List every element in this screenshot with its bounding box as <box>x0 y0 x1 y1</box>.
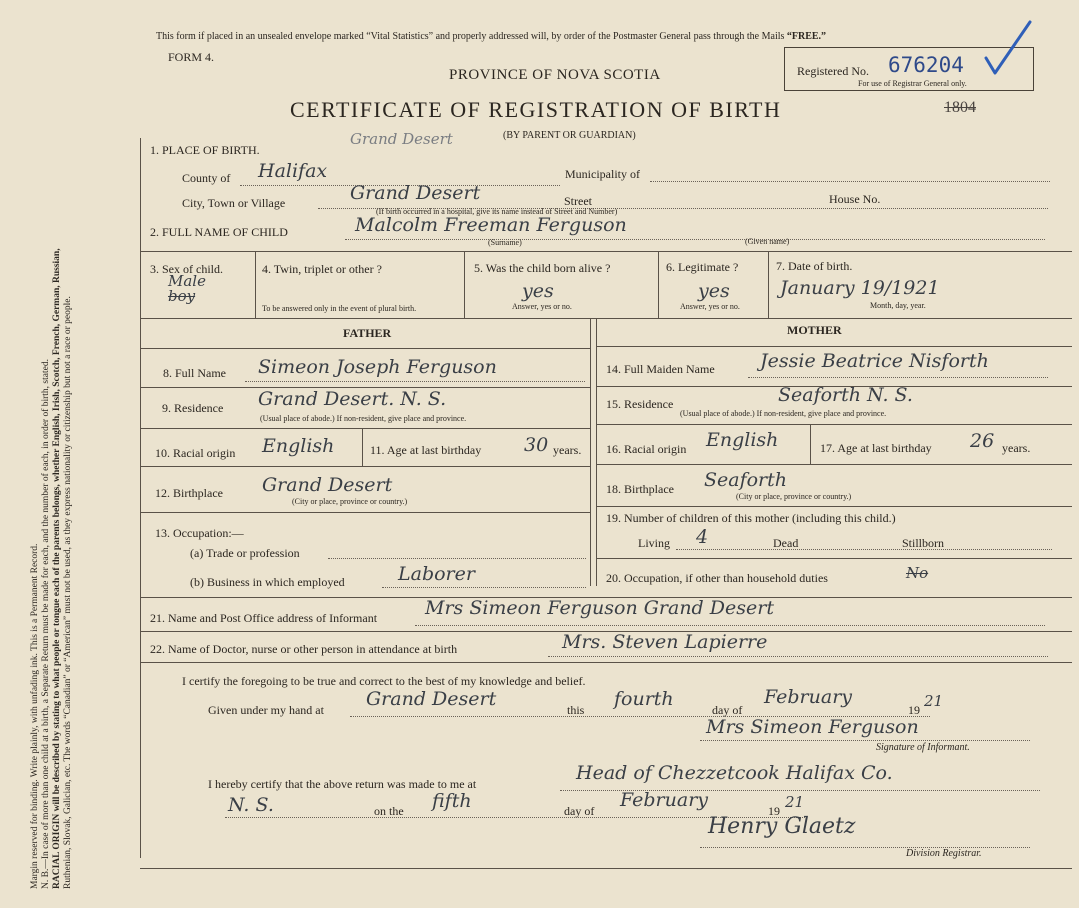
mother-living-value: 4 <box>696 526 709 548</box>
doctor-value: Mrs. Steven Lapierre <box>562 631 768 653</box>
father-res-value: Grand Desert. N. S. <box>258 388 447 410</box>
father-trade-line <box>328 558 586 559</box>
row3-div-3 <box>658 251 659 318</box>
father-res-label: 9. Residence <box>162 401 224 415</box>
form-number: FORM 4. <box>168 50 215 64</box>
house-label: House No. <box>829 192 881 206</box>
registrar-on-the-label: on the <box>374 804 404 818</box>
father-heading: FATHER <box>343 326 392 340</box>
mother-racial-label: 16. Racial origin <box>606 442 687 456</box>
mother-children-label: 19. Number of children of this mother (including this child.) <box>606 511 896 525</box>
margin-line-2: N. B.—In case of more than one child at a birth, a Separate Return must be made for each, and the number of each, in order of birth, stated. <box>41 359 51 889</box>
place-label: 1. PLACE OF BIRTH. <box>150 143 260 157</box>
mother-birthplace-value: Seaforth <box>704 469 788 491</box>
mother-res-label: 15. Residence <box>606 397 674 411</box>
informant-label: 21. Name and Post Office address of Informant <box>150 611 378 625</box>
hospital-note: (If birth occurred in a hospital, give its name instead of Street and Number) <box>376 207 618 216</box>
mother-name-line <box>748 377 1048 378</box>
sex-value: Male <box>168 272 206 290</box>
mother-birthplace-label: 18. Birthplace <box>606 482 674 496</box>
father-head-rule <box>140 348 590 349</box>
given-this-label: this <box>567 703 585 717</box>
free-label: “FREE.” <box>786 31 827 42</box>
mother-racial-value: English <box>706 429 779 451</box>
mother-name-value: Jessie Beatrice Nisforth <box>760 350 989 372</box>
registered-label: Registered No. <box>797 64 869 78</box>
given-label: (Given name) <box>745 237 790 246</box>
place-value: Grand Desert <box>350 130 453 148</box>
father-row-rule-3 <box>140 466 590 467</box>
father-name-label: 8. Full Name <box>163 366 226 380</box>
mother-occupation-value: No <box>906 564 929 582</box>
father-trade-label: (a) Trade or profession <box>190 546 300 560</box>
father-name-line <box>245 381 585 382</box>
mother-row-rule-4 <box>596 506 1072 507</box>
municipality-label: Municipality of <box>565 167 640 181</box>
given-day-of-label: day of <box>712 703 743 717</box>
father-birthplace-note: (City or place, province or country.) <box>292 497 408 506</box>
registered-number: 676204 <box>888 53 964 77</box>
father-racial-value: English <box>262 435 335 457</box>
registrar-month-value: February <box>620 789 709 811</box>
mother-occupation-label: 20. Occupation, if other than household duties <box>606 571 828 585</box>
mother-head-rule <box>596 346 1072 347</box>
registrar-use-note: For use of Registrar General only. <box>858 79 967 88</box>
father-res-note: (Usual place of abode.) If non-resident, give place and province. <box>260 414 467 423</box>
registrar-year-prefix: 19 <box>768 804 780 818</box>
informant-signature-line <box>700 740 1030 741</box>
father-name-value: Simeon Joseph Ferguson <box>258 356 497 378</box>
father-row-rule-4 <box>140 512 590 513</box>
certify-statement: I certify the foregoing to be true and correct to the best of my knowledge and belief. <box>182 674 586 688</box>
frame-left <box>140 138 141 858</box>
child-name-label: 2. FULL NAME OF CHILD <box>150 225 288 239</box>
mother-children-line <box>676 549 1052 550</box>
mother-age-divider <box>810 424 811 464</box>
margin-notes <box>30 29 74 889</box>
father-birthplace-value: Grand Desert <box>262 474 393 496</box>
given-year-prefix: 19 <box>908 703 920 717</box>
father-age-value: 30 <box>524 434 549 456</box>
registrar-certify-label: I hereby certify that the above return was made to me at <box>208 777 477 791</box>
doctor-label: 22. Name of Doctor, nurse or other person in attendance at birth <box>150 642 458 656</box>
surname-label: (Surname) <box>488 238 522 247</box>
mother-dead-label: Dead <box>773 536 799 550</box>
twin-note: To be answered only in the event of plural birth. <box>262 304 417 313</box>
registrar-signature-label: Division Registrar. <box>906 848 982 859</box>
county-label: County of <box>182 171 231 185</box>
father-occupation-label: 13. Occupation:— <box>155 526 244 540</box>
mother-years: years. <box>1002 441 1031 455</box>
father-birthplace-label: 12. Birthplace <box>155 486 223 500</box>
mother-row-rule-5 <box>596 558 1072 559</box>
city-label: City, Town or Village <box>182 196 286 210</box>
child-name-value: Malcolm Freeman Ferguson <box>355 214 627 236</box>
city-value: Grand Desert <box>350 182 481 204</box>
street-label: Street <box>564 194 592 208</box>
mother-res-note: (Usual place of abode.) If non-resident, give place and province. <box>680 409 887 418</box>
certificate-title: CERTIFICATE OF REGISTRATION OF BIRTH <box>290 97 782 122</box>
given-month-value: February <box>764 686 853 708</box>
father-age-divider <box>362 428 363 466</box>
sex-label: 3. Sex of child. <box>150 262 223 276</box>
parents-divider-2 <box>596 318 597 586</box>
informant-value: Mrs Simeon Ferguson Grand Desert <box>425 597 774 619</box>
informant-line <box>415 625 1045 626</box>
father-business-label: (b) Business in which employed <box>190 575 345 589</box>
county-value: Halifax <box>258 160 328 182</box>
mother-heading: MOTHER <box>787 323 842 337</box>
row3-div-2 <box>464 251 465 318</box>
father-business-line <box>382 587 586 588</box>
father-years: years. <box>553 443 582 457</box>
row3-div-1 <box>255 251 256 318</box>
registrar-day-of-label: day of <box>564 804 595 818</box>
margin-line-4: Ruthenian, Slovak, Galician, etc. The words “Canadian” or “American” must not be used, as they express nationality or citizenship but not a race or people. <box>63 296 73 889</box>
father-racial-label: 10. Racial origin <box>155 446 236 460</box>
dob-label: 7. Date of birth. <box>776 259 853 273</box>
registrar-place2-value: N. S. <box>228 794 274 816</box>
frame-bottom <box>140 868 1072 869</box>
father-business-value: Laborer <box>398 563 475 585</box>
given-under-label: Given under my hand at <box>208 703 324 717</box>
mother-age-label: 17. Age at last birthday <box>820 441 932 455</box>
province-title: PROVINCE OF NOVA SCOTIA <box>449 67 661 83</box>
father-row-rule-2 <box>140 428 590 429</box>
certificate-subtitle: (BY PARENT OR GUARDIAN) <box>503 130 636 141</box>
dob-note: Month, day, year. <box>870 301 926 310</box>
mother-row-rule-3 <box>596 464 1072 465</box>
informant-signature: Mrs Simeon Ferguson <box>706 716 919 738</box>
checkmark-icon <box>980 18 1036 78</box>
row3-top-rule <box>140 251 1072 252</box>
alive-label: 5. Was the child born alive ? <box>474 261 611 275</box>
mother-name-label: 14. Full Maiden Name <box>606 362 715 376</box>
child-name-line <box>345 239 1045 240</box>
margin-line-1: Margin reserved for binding. Write plainly, with unfading ink. This is a Permanent Record. <box>30 543 40 889</box>
row3-div-4 <box>768 251 769 318</box>
registrar-signature: Henry Glaetz <box>708 814 856 839</box>
given-day-value: fourth <box>614 688 674 710</box>
registrar-year-value: 21 <box>785 793 805 811</box>
doctor-bottom-rule <box>140 662 1072 663</box>
mother-birthplace-note: (City or place, province or country.) <box>736 492 852 501</box>
registrar-place-value: Head of Chezzetcook Halifax Co. <box>576 762 893 784</box>
legitimate-value: yes <box>698 280 730 302</box>
informant-signature-label: Signature of Informant. <box>876 742 970 753</box>
parents-divider-1 <box>590 318 591 586</box>
row3-bottom-rule <box>140 318 1072 319</box>
doctor-line <box>548 656 1048 657</box>
mother-row-rule-2 <box>596 424 1072 425</box>
given-year-value: 21 <box>924 692 944 710</box>
alive-note: Answer, yes or no. <box>512 302 572 311</box>
sex-struck: boy <box>168 287 196 305</box>
legitimate-label: 6. Legitimate ? <box>666 260 739 274</box>
mother-stillborn-label: Stillborn <box>902 536 945 550</box>
mother-living-label: Living <box>638 536 670 550</box>
father-age-label: 11. Age at last birthday <box>370 443 482 457</box>
municipality-line <box>650 181 1050 182</box>
legitimate-note: Answer, yes or no. <box>680 302 740 311</box>
registrar-day-value: fifth <box>432 790 472 812</box>
twin-label: 4. Twin, triplet or other ? <box>262 262 382 276</box>
mother-res-value: Seaforth N. S. <box>778 384 913 406</box>
mail-notice: This form if placed in an unsealed envelope marked “Vital Statistics” and properly addressed will, by order of the Postmaster General pass through the Mails <box>156 31 785 42</box>
alive-value: yes <box>522 280 554 302</box>
margin-line-3: RACIAL ORIGIN will be described by stating to what people or tongue each of the parents belongs, whether English, Irish, Scotch, French, German, Russian, <box>52 248 62 889</box>
given-place-value: Grand Desert <box>366 688 497 710</box>
struck-number: 1804 <box>944 99 976 116</box>
mother-age-value: 26 <box>970 430 995 452</box>
dob-value: January 19/1921 <box>780 277 940 299</box>
